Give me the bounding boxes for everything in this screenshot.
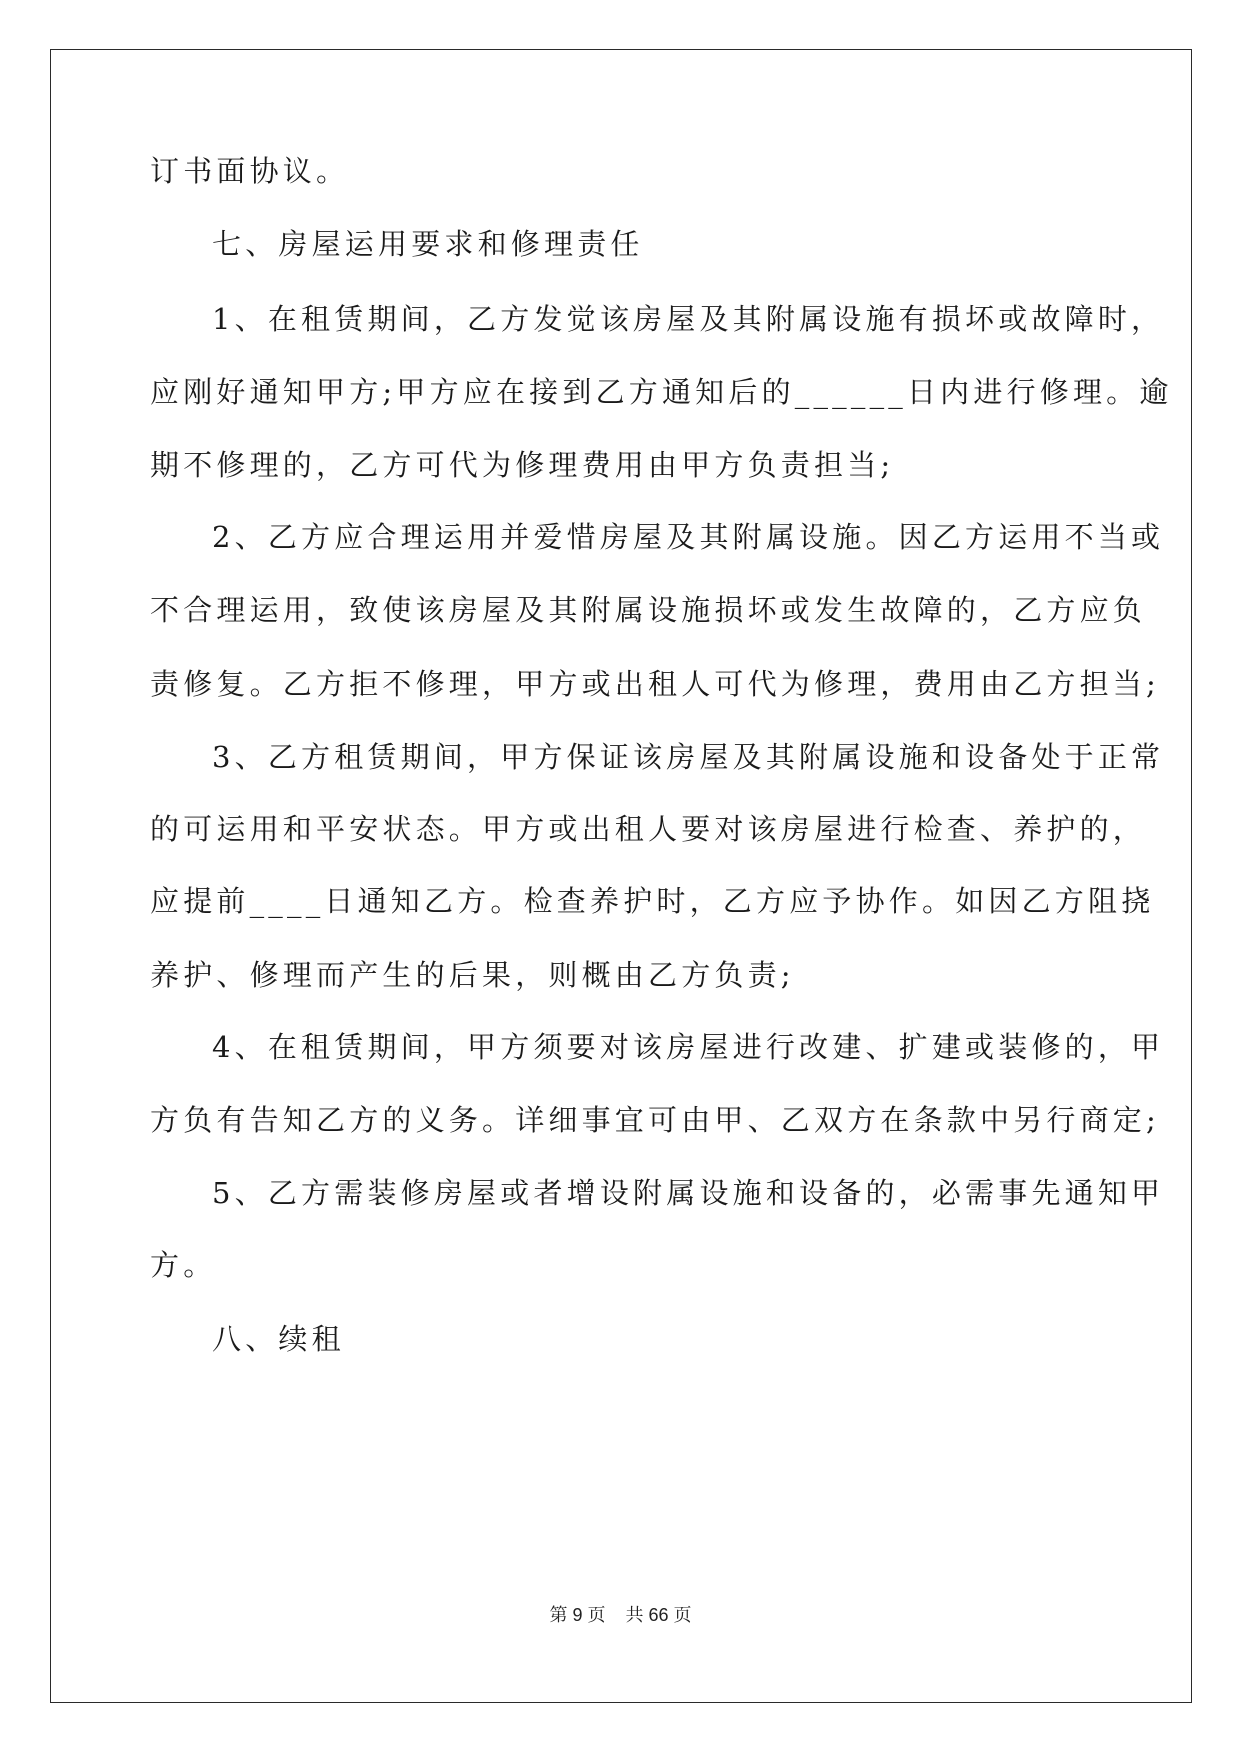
text-line: 3、乙方租赁期间，甲方保证该房屋及其附属设施和设备处于正常 [212,740,1165,774]
page-total: 共 66 页 [625,1605,692,1625]
page-footer [0,1603,1241,1627]
text-line: 4、在租赁期间，甲方须要对该房屋进行改建、扩建或装修的，甲 [212,1030,1165,1064]
text-line: 的可运用和平安状态。甲方或出租人要对该房屋进行检查、养护的， [150,812,1147,846]
text-line: 1、在租赁期间，乙方发觉该房屋及其附属设施有损坏或故障时， [212,302,1165,336]
text-line: 应提前____日通知乙方。检查养护时，乙方应予协作。如因乙方阻挠 [150,884,1155,918]
text-line: 订书面协议。 [150,154,350,188]
text-line: 方负有告知乙方的义务。详细事宜可由甲、乙双方在条款中另行商定; [150,1103,1160,1137]
text-line: 不合理运用，致使该房屋及其附属设施损坏或发生故障的，乙方应负 [150,593,1147,627]
text-line: 方。 [150,1248,217,1282]
text-line: 5、乙方需装修房屋或者增设附属设施和设备的，必需事先通知甲 [212,1176,1165,1210]
text-line: 应刚好通知甲方;甲方应在接到乙方通知后的______日内进行修理。逾 [150,375,1173,409]
text-line: 期不修理的，乙方可代为修理费用由甲方负责担当; [150,448,895,482]
page-number: 第 9 页 [549,1605,606,1625]
section-heading: 八、续租 [212,1322,345,1356]
text-line: 责修复。乙方拒不修理，甲方或出租人可代为修理，费用由乙方担当; [150,667,1160,701]
text-line: 养护、修理而产生的后果，则概由乙方负责; [150,958,795,992]
page-border [50,49,1192,1703]
text-line: 2、乙方应合理运用并爱惜房屋及其附属设施。因乙方运用不当或 [212,520,1165,554]
section-heading: 七、房屋运用要求和修理责任 [212,227,644,261]
